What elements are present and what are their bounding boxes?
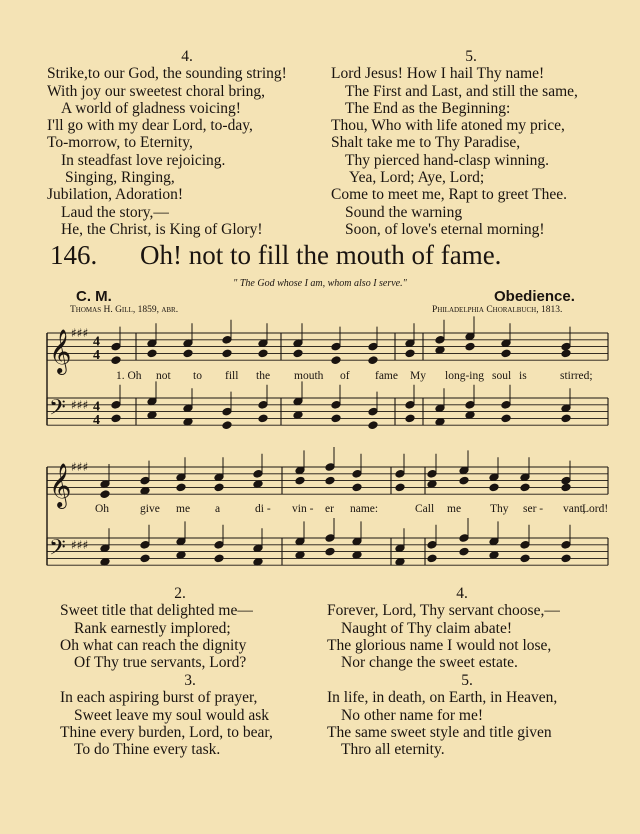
time-signature: 4	[93, 413, 100, 429]
lyric-syllable: 1. Oh	[116, 370, 142, 382]
lyric-syllable: ser -	[523, 503, 544, 515]
lyric-syllable: Thy	[490, 503, 509, 515]
tune-source: Philadelphia Choralbuch, 1813.	[432, 305, 563, 315]
hymn-title: Oh! not to fill the mouth of fame.	[140, 240, 502, 270]
note-head	[561, 554, 571, 563]
note-head	[501, 401, 511, 410]
lyric-syllable: name:	[350, 503, 379, 515]
time-signature: 4	[93, 399, 100, 415]
treble-clef: 𝄞	[49, 463, 72, 508]
stanza-bottom-2	[60, 585, 300, 671]
stanza-number: 5.	[461, 672, 473, 689]
stanza-line: The same sweet style and title given	[327, 723, 552, 741]
stanza-bottom-4	[327, 585, 597, 671]
note-head	[100, 490, 110, 499]
note-head	[435, 336, 445, 345]
stanza-line: Forever, Lord, Thy servant choose,—	[327, 602, 560, 620]
stanza-line: Rank earnestly implored;	[74, 619, 231, 637]
stanza-line: Thou, Who with life atoned my price,	[331, 117, 565, 135]
stanza-line: To do Thine every task.	[74, 741, 221, 759]
stanza-number: 4.	[181, 48, 193, 65]
stanza-line: Nor change the sweet estate.	[341, 654, 518, 672]
note-head	[561, 541, 571, 550]
note-head	[427, 470, 437, 479]
note-head	[561, 476, 571, 485]
key-signature: ♯♯♯	[71, 460, 89, 475]
note-head	[459, 476, 469, 485]
note-head	[111, 342, 121, 351]
stanza-line: Shalt take me to Thy Paradise,	[331, 134, 521, 152]
hymn-meter: C. M.	[76, 288, 112, 305]
note-head	[214, 554, 224, 563]
note-head	[561, 349, 571, 358]
stanza-bottom-5	[327, 672, 607, 758]
stanza-line: Thine every burden, Lord, to bear,	[60, 723, 273, 741]
note-head	[258, 401, 268, 410]
lyric-syllable: Call	[415, 503, 435, 515]
key-signature: ♯♯♯	[71, 537, 89, 552]
note-head	[465, 342, 475, 351]
lyric-syllable: is	[519, 370, 527, 382]
text-author: Thomas H. Gill, 1859, abr.	[70, 305, 179, 315]
note-head	[331, 401, 341, 410]
note-head	[140, 554, 150, 563]
stanza-line: Strike,to our God, the sounding string!	[47, 65, 287, 83]
lyric-row-1	[0, 370, 640, 384]
stanza-line: Thy pierced hand-clasp winning.	[345, 151, 550, 169]
note-head	[352, 483, 362, 492]
stanza-line: Come to meet me, Rapt to greet Thee.	[331, 186, 568, 204]
note-head	[405, 401, 415, 410]
note-head	[295, 476, 305, 485]
note-head	[405, 349, 415, 358]
stanza-number: 5.	[465, 48, 477, 65]
note-head	[222, 336, 232, 345]
lyric-row-2	[0, 503, 640, 517]
stanza-line: The First and Last, and still the same,	[345, 82, 578, 100]
lyric-syllable: vin -	[292, 503, 314, 515]
note-head	[459, 547, 469, 556]
lyric-syllable: the	[256, 370, 271, 382]
lyric-syllable: soul	[492, 370, 512, 382]
note-head	[147, 349, 157, 358]
note-head	[183, 349, 193, 358]
stanza-line: Of Thy true servants, Lord?	[74, 654, 247, 672]
note-head	[253, 470, 263, 479]
lyric-syllable: me	[447, 503, 462, 515]
stanza-line: A world of gladness voicing!	[61, 99, 241, 117]
lyric-syllable: not	[156, 370, 171, 382]
note-head	[395, 483, 405, 492]
key-signature: ♯♯♯	[71, 397, 89, 412]
tune-name: Obedience.	[494, 288, 575, 305]
note-head	[331, 342, 341, 351]
stanza-line: Jubilation, Adoration!	[47, 186, 184, 204]
lyric-syllable: stirred;	[560, 370, 593, 382]
lyric-syllable: My	[410, 370, 426, 382]
lyric-syllable: Oh	[95, 503, 110, 515]
lyric-syllable: fill	[225, 370, 239, 382]
stanza-line: Soon, of love's eternal morning!	[345, 220, 545, 238]
note-head	[427, 541, 437, 550]
lyric-syllable: a	[215, 503, 221, 515]
note-head	[325, 463, 335, 472]
note-head	[520, 483, 530, 492]
note-head	[222, 421, 232, 430]
note-head	[561, 483, 571, 492]
note-head	[111, 356, 121, 365]
note-head	[520, 554, 530, 563]
stanza-line: Thro all eternity.	[341, 741, 445, 759]
note-head	[325, 547, 335, 556]
stanza-number: 2.	[174, 585, 186, 602]
stanza-line: In each aspiring burst of prayer,	[60, 689, 258, 707]
note-head	[368, 407, 378, 416]
stanza-line: The End as the Beginning:	[345, 99, 511, 117]
lyric-syllable: di -	[255, 503, 271, 515]
lyric-syllable: long-ing	[445, 370, 484, 382]
note-head	[331, 356, 341, 365]
note-head	[395, 470, 405, 479]
lyric-syllable: Lord!	[582, 503, 609, 515]
note-head	[140, 476, 150, 485]
lyric-syllable: to	[193, 370, 202, 382]
note-head	[176, 483, 186, 492]
note-head	[465, 401, 475, 410]
bass-clef: 𝄢	[49, 535, 66, 566]
stanza-line: Laud the story,—	[61, 203, 169, 221]
note-head	[368, 342, 378, 351]
stanza-line: Sweet leave my soul would ask	[74, 706, 270, 724]
note-head	[501, 349, 511, 358]
stanza-line: The glorious name I would not lose,	[327, 636, 552, 654]
stanza-number: 3.	[184, 672, 196, 689]
note-head	[258, 349, 268, 358]
note-head	[368, 421, 378, 430]
note-head	[293, 349, 303, 358]
note-head	[222, 407, 232, 416]
note-head	[325, 476, 335, 485]
lyric-syllable: give	[140, 503, 160, 515]
note-head	[111, 414, 121, 423]
note-head	[368, 356, 378, 365]
note-head	[140, 541, 150, 550]
note-head	[501, 414, 511, 423]
bass-clef: 𝄢	[49, 395, 66, 426]
stanza-number: 4.	[456, 585, 468, 602]
hymn-number: 146.	[50, 240, 98, 270]
treble-clef: 𝄞	[49, 329, 72, 374]
stanza-line: In life, in death, on Earth, in Heaven,	[327, 689, 558, 707]
note-head	[352, 470, 362, 479]
stanza-line: No other name for me!	[341, 706, 484, 724]
stanza-line: To-morrow, to Eternity,	[47, 134, 193, 152]
stanza-line: Sound the warning	[345, 203, 463, 221]
stanza-line: Singing, Ringing,	[65, 169, 175, 187]
time-signature: 4	[93, 334, 100, 350]
note-head	[331, 414, 341, 423]
stanza-line: In steadfast love rejoicing.	[61, 151, 226, 169]
note-head	[214, 541, 224, 550]
lyric-syllable: mouth	[294, 370, 324, 382]
note-head	[325, 534, 335, 543]
note-head	[520, 541, 530, 550]
note-head	[489, 483, 499, 492]
note-head	[427, 554, 437, 563]
lyric-syllable: fame	[375, 370, 398, 382]
note-head	[222, 349, 232, 358]
stanza-line: Oh what can reach the dignity	[60, 636, 247, 654]
lyric-syllable: me	[176, 503, 191, 515]
stanza-line: He, the Christ, is King of Glory!	[61, 220, 263, 238]
note-head	[459, 534, 469, 543]
lyric-syllable: er	[325, 503, 334, 515]
note-head	[214, 483, 224, 492]
stanza-line: With joy our sweetest choral bring,	[47, 82, 266, 100]
stanza-line: Yea, Lord; Aye, Lord;	[349, 169, 485, 187]
lyric-syllable: vant,	[563, 503, 586, 515]
hymn-epigraph: " The God whose I am, whom also I serve."	[233, 278, 407, 289]
key-signature: ♯♯♯	[71, 326, 89, 341]
time-signature: 4	[93, 348, 100, 364]
note-head	[405, 414, 415, 423]
note-head	[111, 401, 121, 410]
stanza-line: Lord Jesus! How I hail Thy name!	[331, 65, 545, 83]
note-head	[258, 414, 268, 423]
note-head	[561, 414, 571, 423]
stanza-line: I'll go with my dear Lord, to-day,	[47, 117, 253, 135]
stanza-bottom-3	[60, 672, 320, 758]
stanza-line: Naught of Thy claim abate!	[341, 619, 513, 637]
stanza-line: Sweet title that delighted me—	[60, 602, 253, 620]
lyric-syllable: of	[340, 370, 350, 382]
note-head	[561, 342, 571, 351]
